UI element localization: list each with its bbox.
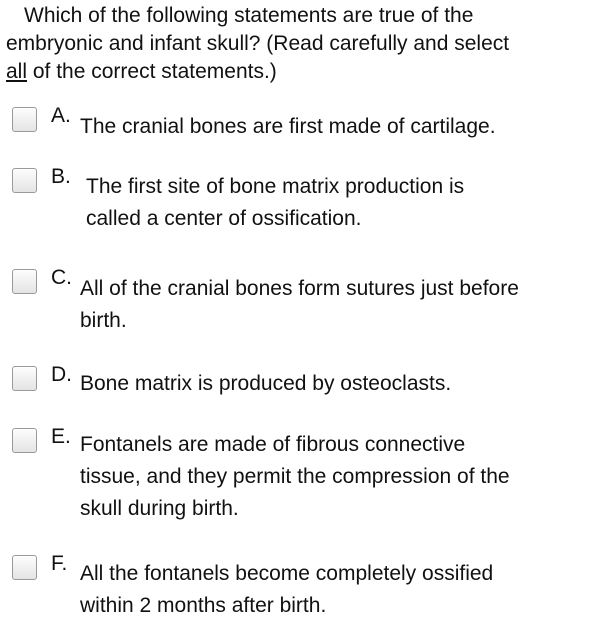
option-f-line-1: All the fontanels become completely ossified [80,562,494,585]
option-c-line-1: All of the cranial bones form sutures just before [80,277,519,300]
option-e-line-2: tissue, and they permit the compression of the [80,465,510,488]
option-d-checkbox[interactable] [12,366,37,391]
option-a-line-1: The cranial bones are first made of cartilage. [80,115,496,138]
option-c-line-2: birth. [80,309,127,332]
option-f-letter: F. [51,552,68,575]
option-b-text [86,171,464,235]
option-f-line-2: within 2 months after birth. [80,594,327,617]
option-e-line-1: Fontanels are made of fibrous connective [80,433,466,456]
option-b-letter: B. [51,165,71,188]
option-a-checkbox[interactable] [12,107,37,132]
option-b-checkbox[interactable] [12,168,37,193]
emphasis-all: all [6,60,28,83]
option-e-checkbox[interactable] [12,428,37,453]
question-line-3 [6,58,606,86]
question-line-3-rest: of the correct statements.) [27,60,277,83]
question-prompt [6,2,606,86]
option-b-line-1: The first site of bone matrix production is [86,175,465,198]
question-line-1: Which of the following statements are true of the [24,4,474,27]
option-c-checkbox[interactable] [12,269,37,294]
option-c-letter: C. [51,266,72,289]
option-e-text [80,429,510,525]
option-d-line-1: Bone matrix is produced by osteoclasts. [80,372,452,395]
option-b-line-2: called a center of ossification. [86,207,362,230]
option-d-text [80,368,451,400]
option-f-checkbox[interactable] [12,555,37,580]
option-d-letter: D. [51,363,72,386]
question-line-2: embryonic and infant skull? (Read carefully and select [6,32,510,55]
option-a-letter: A. [51,104,71,127]
option-c-text [80,273,519,337]
option-e-line-3: skull during birth. [80,497,239,520]
option-e-letter: E. [51,425,71,448]
option-f-text [80,558,493,622]
option-a-text [80,111,496,143]
